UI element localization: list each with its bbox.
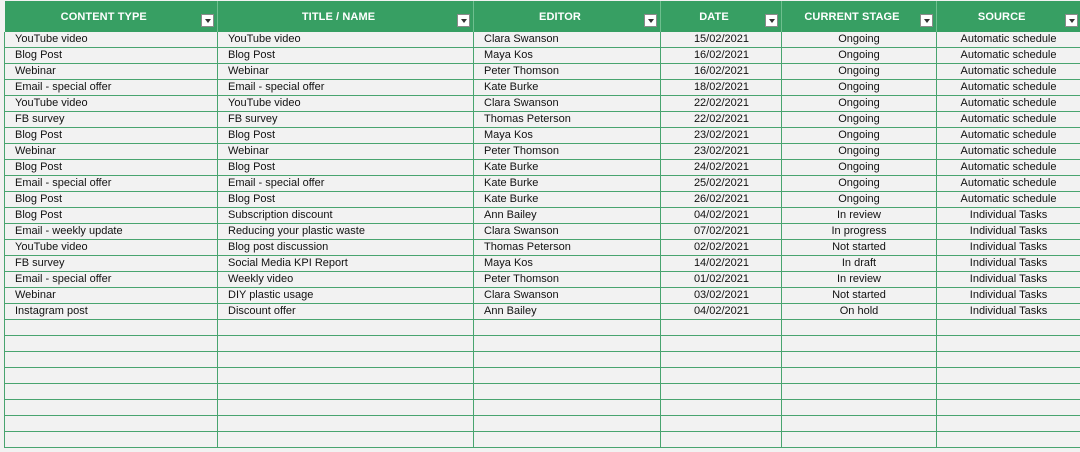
cell-source[interactable] [937,432,1080,448]
cell-content-type[interactable]: Email - special offer [5,176,218,192]
cell-title-name[interactable]: Webinar [218,64,474,80]
table-row [5,256,1080,272]
cell-current-stage[interactable] [782,352,937,368]
cell-source[interactable]: Individual Tasks [937,304,1080,320]
cell-current-stage[interactable]: Ongoing [782,48,937,64]
cell-current-stage[interactable] [782,432,937,448]
cell-content-type[interactable]: FB survey [5,256,218,272]
cell-current-stage[interactable] [782,400,937,416]
cell-date[interactable]: 16/02/2021 [661,48,782,64]
header-current-stage[interactable] [782,1,937,32]
cell-content-type[interactable] [5,416,218,432]
cell-source[interactable]: Individual Tasks [937,288,1080,304]
cell-editor[interactable]: Kate Burke [474,176,661,192]
empty-row [5,432,1080,448]
table-row [5,224,1080,240]
cell-date[interactable]: 04/02/2021 [661,304,782,320]
cell-source[interactable] [937,416,1080,432]
cell-title-name[interactable]: Discount offer [218,304,474,320]
cell-date[interactable] [661,416,782,432]
cell-current-stage[interactable] [782,384,937,400]
cell-current-stage[interactable] [782,336,937,352]
cell-date[interactable] [661,432,782,448]
cell-title-name[interactable]: Blog Post [218,160,474,176]
cell-date[interactable]: 26/02/2021 [661,192,782,208]
cell-current-stage[interactable]: Ongoing [782,160,937,176]
cell-source[interactable] [937,352,1080,368]
cell-date[interactable]: 23/02/2021 [661,144,782,160]
empty-row [5,336,1080,352]
cell-date[interactable] [661,384,782,400]
empty-row [5,320,1080,336]
cell-editor[interactable]: Kate Burke [474,80,661,96]
cell-editor[interactable] [474,336,661,352]
cell-current-stage[interactable]: Ongoing [782,64,937,80]
header-label: DATE [699,10,729,23]
filter-dropdown-icon[interactable] [644,14,657,27]
table-row [5,176,1080,192]
header-title-name[interactable] [218,1,474,32]
empty-row [5,352,1080,368]
cell-editor[interactable]: Maya Kos [474,128,661,144]
cell-source[interactable]: Individual Tasks [937,208,1080,224]
empty-row [5,368,1080,384]
cell-date[interactable]: 14/02/2021 [661,256,782,272]
cell-content-type[interactable]: YouTube video [5,240,218,256]
cell-content-type[interactable]: Blog Post [5,48,218,64]
header-label: SOURCE [977,10,1026,23]
cell-editor[interactable]: Kate Burke [474,160,661,176]
cell-source[interactable] [937,320,1080,336]
cell-current-stage[interactable]: Not started [782,288,937,304]
cell-editor[interactable] [474,320,661,336]
cell-current-stage[interactable]: On hold [782,304,937,320]
cell-title-name[interactable]: Reducing your plastic waste [218,224,474,240]
cell-current-stage[interactable]: Ongoing [782,32,937,48]
cell-content-type[interactable]: Email - special offer [5,272,218,288]
cell-source[interactable]: Automatic schedule [937,176,1080,192]
cell-source[interactable]: Automatic schedule [937,112,1080,128]
cell-date[interactable]: 02/02/2021 [661,240,782,256]
cell-editor[interactable]: Maya Kos [474,256,661,272]
cell-content-type[interactable]: Blog Post [5,160,218,176]
cell-title-name[interactable] [218,432,474,448]
cell-editor[interactable] [474,352,661,368]
cell-source[interactable] [937,400,1080,416]
header-label: CONTENT TYPE [60,10,147,23]
cell-content-type[interactable] [5,336,218,352]
header-date[interactable] [661,1,782,32]
table-row [5,288,1080,304]
cell-content-type[interactable] [5,368,218,384]
cell-date[interactable]: 24/02/2021 [661,160,782,176]
table-row [5,192,1080,208]
cell-source[interactable]: Automatic schedule [937,80,1080,96]
table-row [5,80,1080,96]
cell-title-name[interactable]: Blog Post [218,48,474,64]
filter-dropdown-icon[interactable] [457,14,470,27]
cell-source[interactable]: Automatic schedule [937,160,1080,176]
cell-date[interactable]: 25/02/2021 [661,176,782,192]
table-row [5,304,1080,320]
cell-date[interactable]: 07/02/2021 [661,224,782,240]
cell-title-name[interactable]: Blog Post [218,192,474,208]
header-editor[interactable] [474,1,661,32]
cell-content-type[interactable]: Blog Post [5,128,218,144]
filter-dropdown-icon[interactable] [765,14,778,27]
cell-current-stage[interactable]: In progress [782,224,937,240]
cell-date[interactable] [661,336,782,352]
cell-content-type[interactable]: FB survey [5,112,218,128]
table-row [5,128,1080,144]
cell-content-type[interactable]: Webinar [5,64,218,80]
header-label: TITLE / NAME [301,10,376,23]
cell-content-type[interactable]: YouTube video [5,96,218,112]
cell-current-stage[interactable]: Ongoing [782,176,937,192]
header-label: CURRENT STAGE [804,10,900,23]
cell-content-type[interactable]: Webinar [5,144,218,160]
cell-date[interactable]: 01/02/2021 [661,272,782,288]
table-row [5,144,1080,160]
cell-current-stage[interactable]: In review [782,208,937,224]
cell-title-name[interactable]: YouTube video [218,96,474,112]
cell-title-name[interactable] [218,320,474,336]
cell-current-stage[interactable]: In review [782,272,937,288]
cell-current-stage[interactable]: Ongoing [782,128,937,144]
filter-dropdown-icon[interactable] [1065,14,1078,27]
header-content-type[interactable] [5,1,218,32]
cell-current-stage[interactable]: In draft [782,256,937,272]
cell-content-type[interactable] [5,432,218,448]
cell-current-stage[interactable] [782,320,937,336]
cell-editor[interactable]: Clara Swanson [474,224,661,240]
cell-title-name[interactable] [218,336,474,352]
cell-editor[interactable]: Ann Bailey [474,208,661,224]
cell-date[interactable] [661,352,782,368]
cell-title-name[interactable] [218,384,474,400]
empty-row [5,384,1080,400]
cell-source[interactable]: Automatic schedule [937,48,1080,64]
cell-content-type[interactable]: Instagram post [5,304,218,320]
table-row [5,64,1080,80]
cell-content-type[interactable]: Email - special offer [5,80,218,96]
cell-source[interactable]: Automatic schedule [937,96,1080,112]
cell-source[interactable] [937,368,1080,384]
cell-editor[interactable]: Peter Thomson [474,64,661,80]
cell-title-name[interactable]: Blog post discussion [218,240,474,256]
header-source[interactable] [937,1,1080,32]
cell-content-type[interactable] [5,320,218,336]
filter-dropdown-icon[interactable] [201,14,214,27]
cell-current-stage[interactable]: Ongoing [782,192,937,208]
table-row [5,32,1080,48]
cell-current-stage[interactable]: Ongoing [782,144,937,160]
table-row [5,240,1080,256]
cell-title-name[interactable]: Webinar [218,144,474,160]
table-row [5,48,1080,64]
cell-title-name[interactable]: Social Media KPI Report [218,256,474,272]
cell-editor[interactable]: Thomas Peterson [474,112,661,128]
cell-date[interactable]: 15/02/2021 [661,32,782,48]
cell-source[interactable] [937,336,1080,352]
content-schedule-table [4,1,1080,448]
cell-title-name[interactable]: DIY plastic usage [218,288,474,304]
cell-source[interactable]: Individual Tasks [937,224,1080,240]
cell-content-type[interactable]: Blog Post [5,208,218,224]
cell-title-name[interactable] [218,416,474,432]
cell-current-stage[interactable]: Ongoing [782,80,937,96]
cell-source[interactable]: Individual Tasks [937,256,1080,272]
cell-title-name[interactable]: Blog Post [218,128,474,144]
header-row [5,1,1080,32]
cell-content-type[interactable]: Blog Post [5,192,218,208]
cell-editor[interactable]: Peter Thomson [474,144,661,160]
table-row [5,112,1080,128]
cell-title-name[interactable] [218,400,474,416]
cell-title-name[interactable] [218,368,474,384]
empty-row [5,400,1080,416]
cell-source[interactable] [937,384,1080,400]
cell-editor[interactable] [474,416,661,432]
cell-source[interactable]: Automatic schedule [937,128,1080,144]
header-label: EDITOR [539,10,581,23]
cell-editor[interactable]: Peter Thomson [474,272,661,288]
cell-title-name[interactable]: Email - special offer [218,80,474,96]
cell-title-name[interactable]: FB survey [218,112,474,128]
cell-title-name[interactable]: Email - special offer [218,176,474,192]
cell-editor[interactable] [474,384,661,400]
cell-editor[interactable]: Clara Swanson [474,288,661,304]
cell-title-name[interactable]: Subscription discount [218,208,474,224]
cell-title-name[interactable]: YouTube video [218,32,474,48]
empty-row [5,416,1080,432]
table-row [5,208,1080,224]
cell-current-stage[interactable] [782,368,937,384]
cell-date[interactable] [661,368,782,384]
cell-editor[interactable] [474,432,661,448]
cell-current-stage[interactable]: Ongoing [782,112,937,128]
table-body [5,32,1080,448]
cell-content-type[interactable] [5,400,218,416]
cell-editor[interactable]: Maya Kos [474,48,661,64]
cell-editor[interactable]: Kate Burke [474,192,661,208]
cell-content-type[interactable]: Webinar [5,288,218,304]
cell-date[interactable]: 22/02/2021 [661,96,782,112]
cell-content-type[interactable] [5,352,218,368]
cell-editor[interactable]: Clara Swanson [474,32,661,48]
cell-source[interactable]: Automatic schedule [937,192,1080,208]
cell-source[interactable]: Automatic schedule [937,144,1080,160]
table-row [5,272,1080,288]
cell-editor[interactable] [474,400,661,416]
cell-date[interactable]: 03/02/2021 [661,288,782,304]
table-row [5,96,1080,112]
cell-editor[interactable]: Thomas Peterson [474,240,661,256]
cell-content-type[interactable]: Email - weekly update [5,224,218,240]
cell-date[interactable]: 04/02/2021 [661,208,782,224]
cell-current-stage[interactable]: Ongoing [782,96,937,112]
cell-content-type[interactable]: YouTube video [5,32,218,48]
cell-editor[interactable]: Ann Bailey [474,304,661,320]
cell-title-name[interactable] [218,352,474,368]
cell-date[interactable]: 23/02/2021 [661,128,782,144]
cell-source[interactable]: Automatic schedule [937,32,1080,48]
cell-source[interactable]: Individual Tasks [937,272,1080,288]
cell-date[interactable] [661,320,782,336]
cell-current-stage[interactable] [782,416,937,432]
cell-editor[interactable] [474,368,661,384]
cell-content-type[interactable] [5,384,218,400]
filter-dropdown-icon[interactable] [920,14,933,27]
cell-current-stage[interactable]: Not started [782,240,937,256]
cell-date[interactable] [661,400,782,416]
cell-source[interactable]: Automatic schedule [937,64,1080,80]
cell-date[interactable]: 18/02/2021 [661,80,782,96]
table-row [5,160,1080,176]
cell-editor[interactable]: Clara Swanson [474,96,661,112]
cell-date[interactable]: 16/02/2021 [661,64,782,80]
cell-date[interactable]: 22/02/2021 [661,112,782,128]
cell-source[interactable]: Individual Tasks [937,240,1080,256]
cell-title-name[interactable]: Weekly video [218,272,474,288]
